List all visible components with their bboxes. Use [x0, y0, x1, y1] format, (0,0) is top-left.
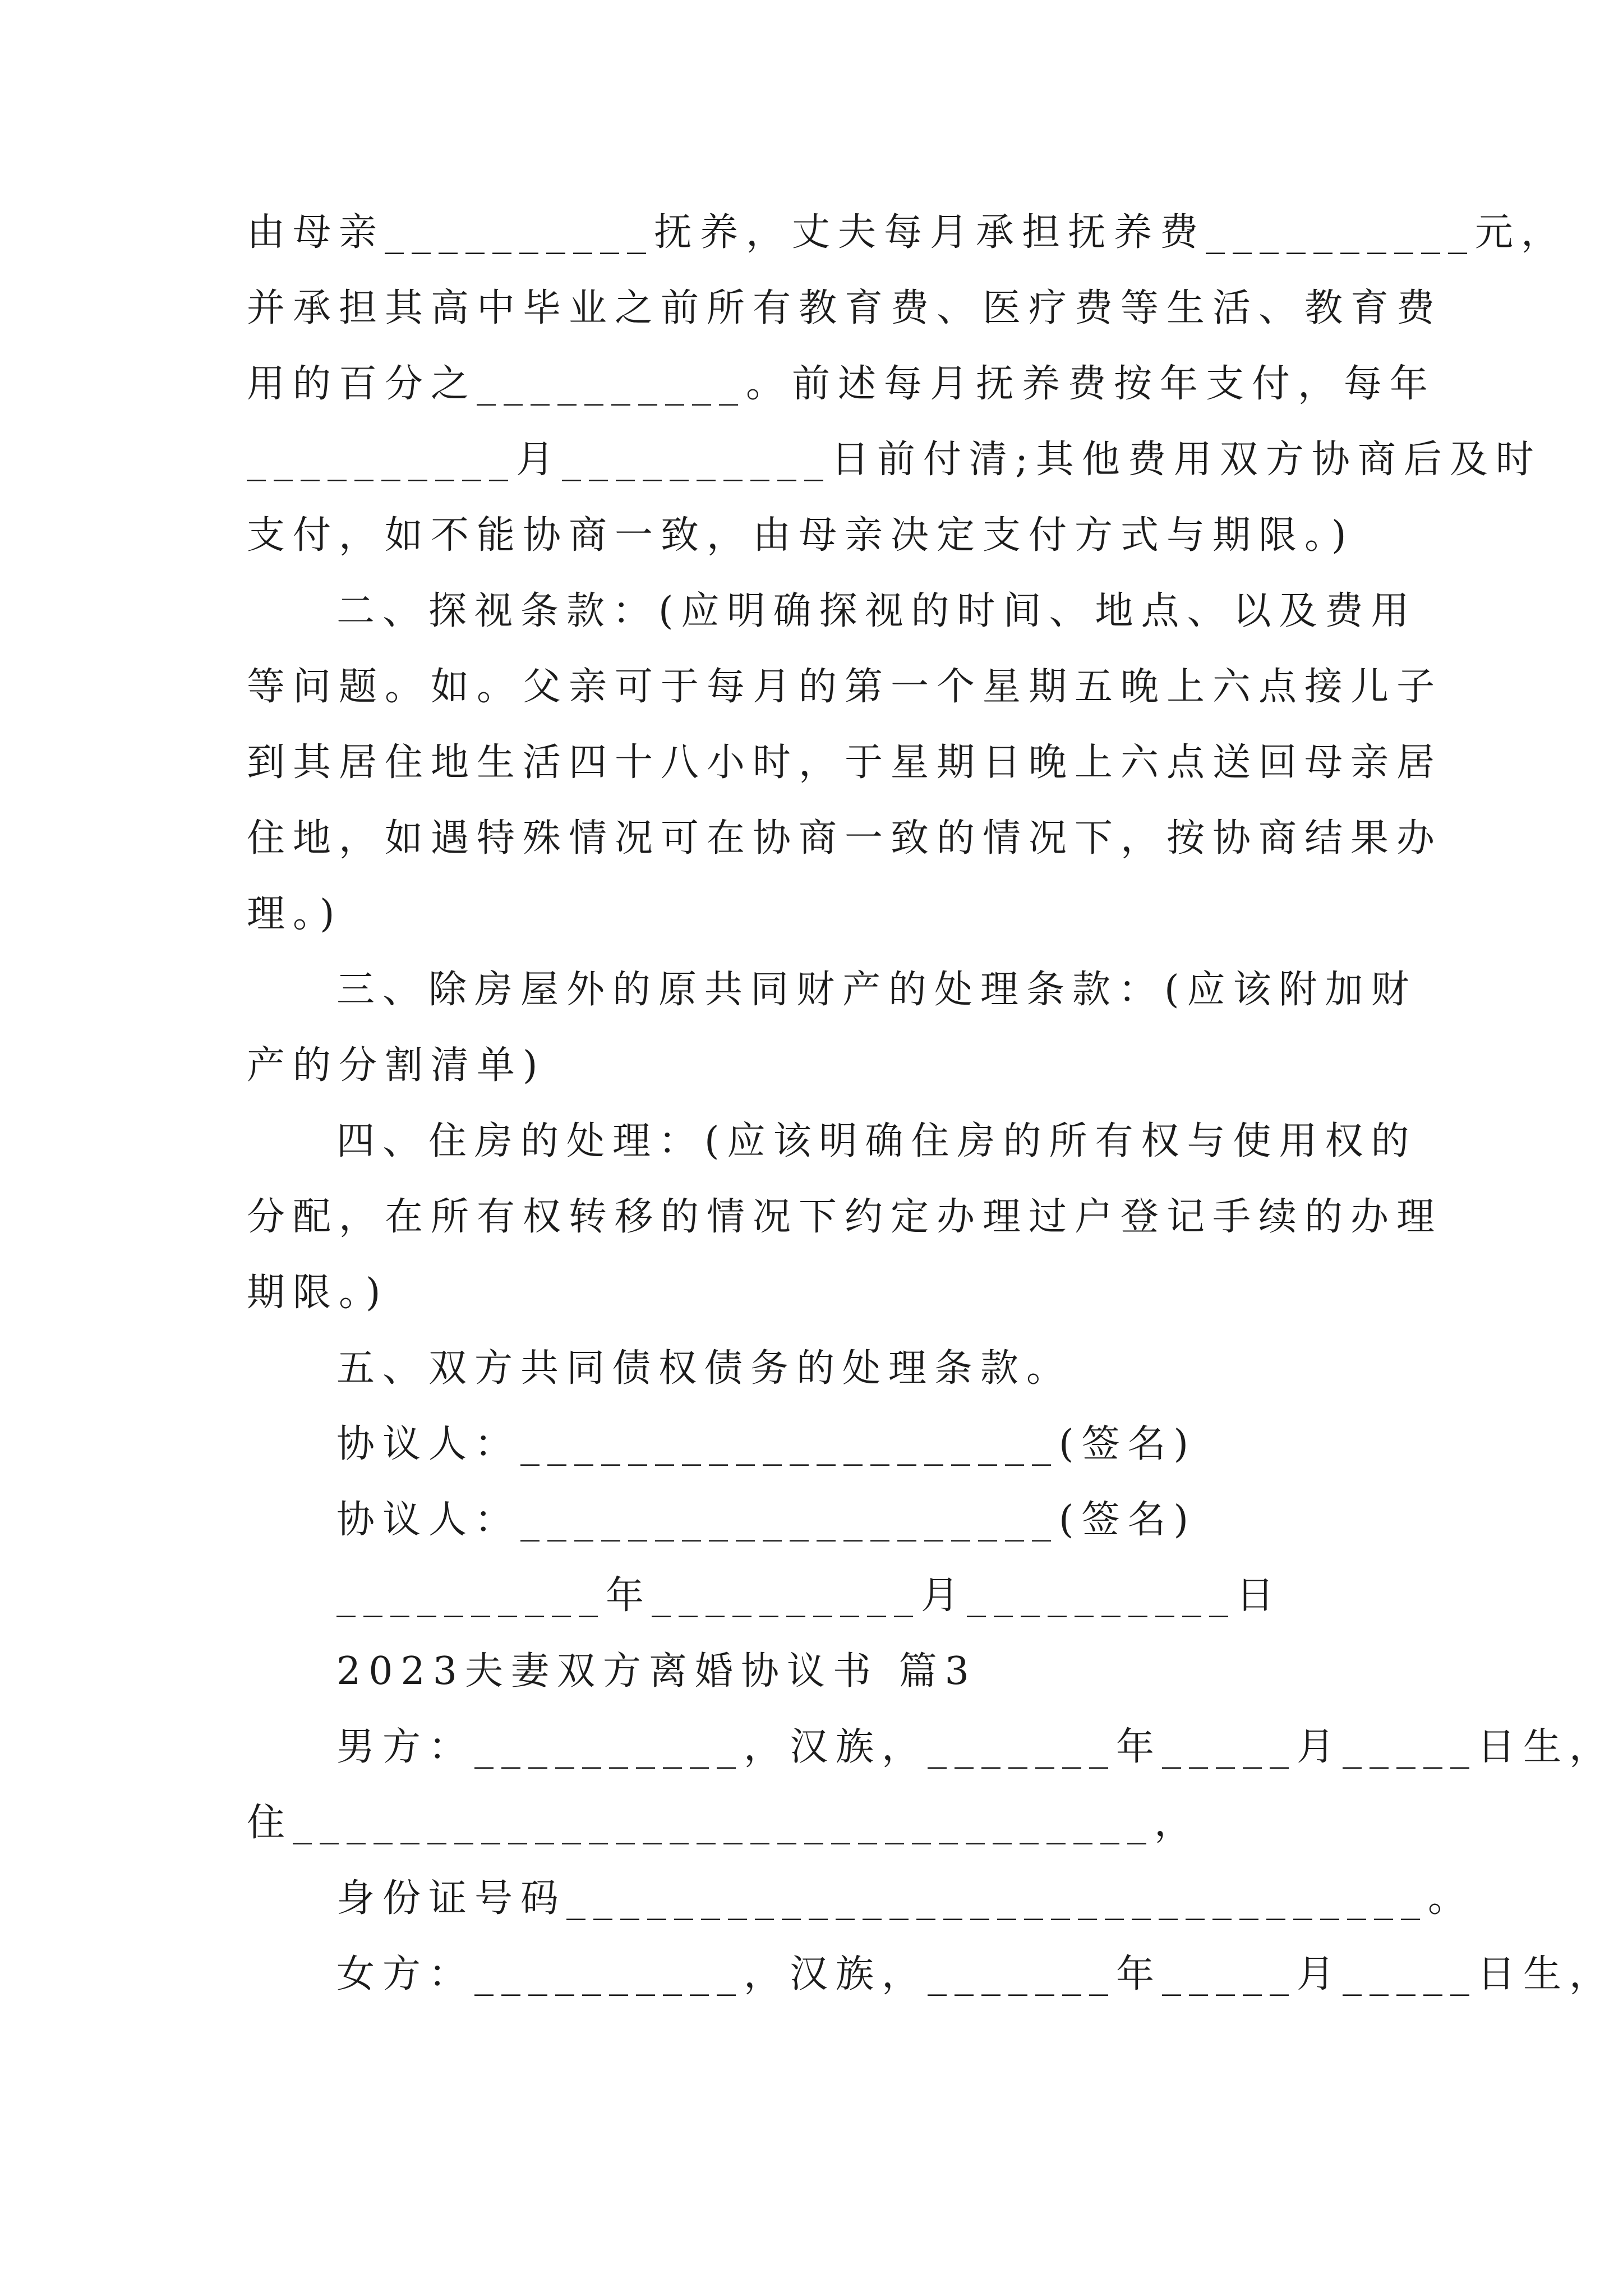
- date-line: __________年__________月__________日: [336, 1573, 1283, 1618]
- signature-line-2: 协议人：____________________(签名): [336, 1498, 1197, 1542]
- section-heading-visitation: 二、探视条款：(应明确探视的时间、地点、以及费用: [336, 589, 1417, 633]
- paragraph-line: 支付，如不能协商一致，由母亲决定支付方式与期限。): [247, 513, 1354, 558]
- paragraph-line: __________月__________日前付清;其他费用双方协商后及时: [247, 438, 1542, 482]
- paragraph-line: 理。): [247, 892, 343, 936]
- male-address-line: 住________________________________，: [247, 1801, 1201, 1845]
- paragraph-line: 并承担其高中毕业之前所有教育费、医疗费等生活、教育费: [247, 286, 1443, 330]
- male-party-line: 男方：__________，汉族，_______年_____月_____日生，: [336, 1725, 1616, 1769]
- male-id-line: 身份证号码________________________________。: [336, 1876, 1474, 1921]
- paragraph-line: 住地，如遇特殊情况可在协商一致的情况下，按协商结果办: [247, 816, 1443, 861]
- signature-line-1: 协议人：____________________(签名): [336, 1422, 1197, 1466]
- paragraph-line: 等问题。如。父亲可于每月的第一个星期五晚上六点接儿子: [247, 665, 1443, 709]
- section-heading-debts: 五、双方共同债权债务的处理条款。: [336, 1346, 1073, 1391]
- paragraph-line: 期限。): [247, 1271, 389, 1315]
- paragraph-line: 由母亲__________抚养，丈夫每月承担抚养费__________元，: [247, 210, 1567, 255]
- paragraph-line: 到其居住地生活四十八小时，于星期日晚上六点送回母亲居: [247, 740, 1443, 785]
- paragraph-line: 分配，在所有权转移的情况下约定办理过户登记手续的办理: [247, 1195, 1443, 1239]
- paragraph-line: 产的分割清单): [247, 1043, 546, 1088]
- section-heading-housing: 四、住房的处理：(应该明确住房的所有权与使用权的: [336, 1119, 1417, 1163]
- paragraph-line: 用的百分之__________。前述每月抚养费按年支付，每年: [247, 362, 1436, 406]
- section-heading-property: 三、除房屋外的原共同财产的处理条款：(应该附加财: [336, 968, 1417, 1012]
- article-title: 2023夫妻双方离婚协议书 篇3: [336, 1649, 977, 1694]
- female-party-line: 女方：__________，汉族，_______年_____月_____日生，: [336, 1952, 1616, 1996]
